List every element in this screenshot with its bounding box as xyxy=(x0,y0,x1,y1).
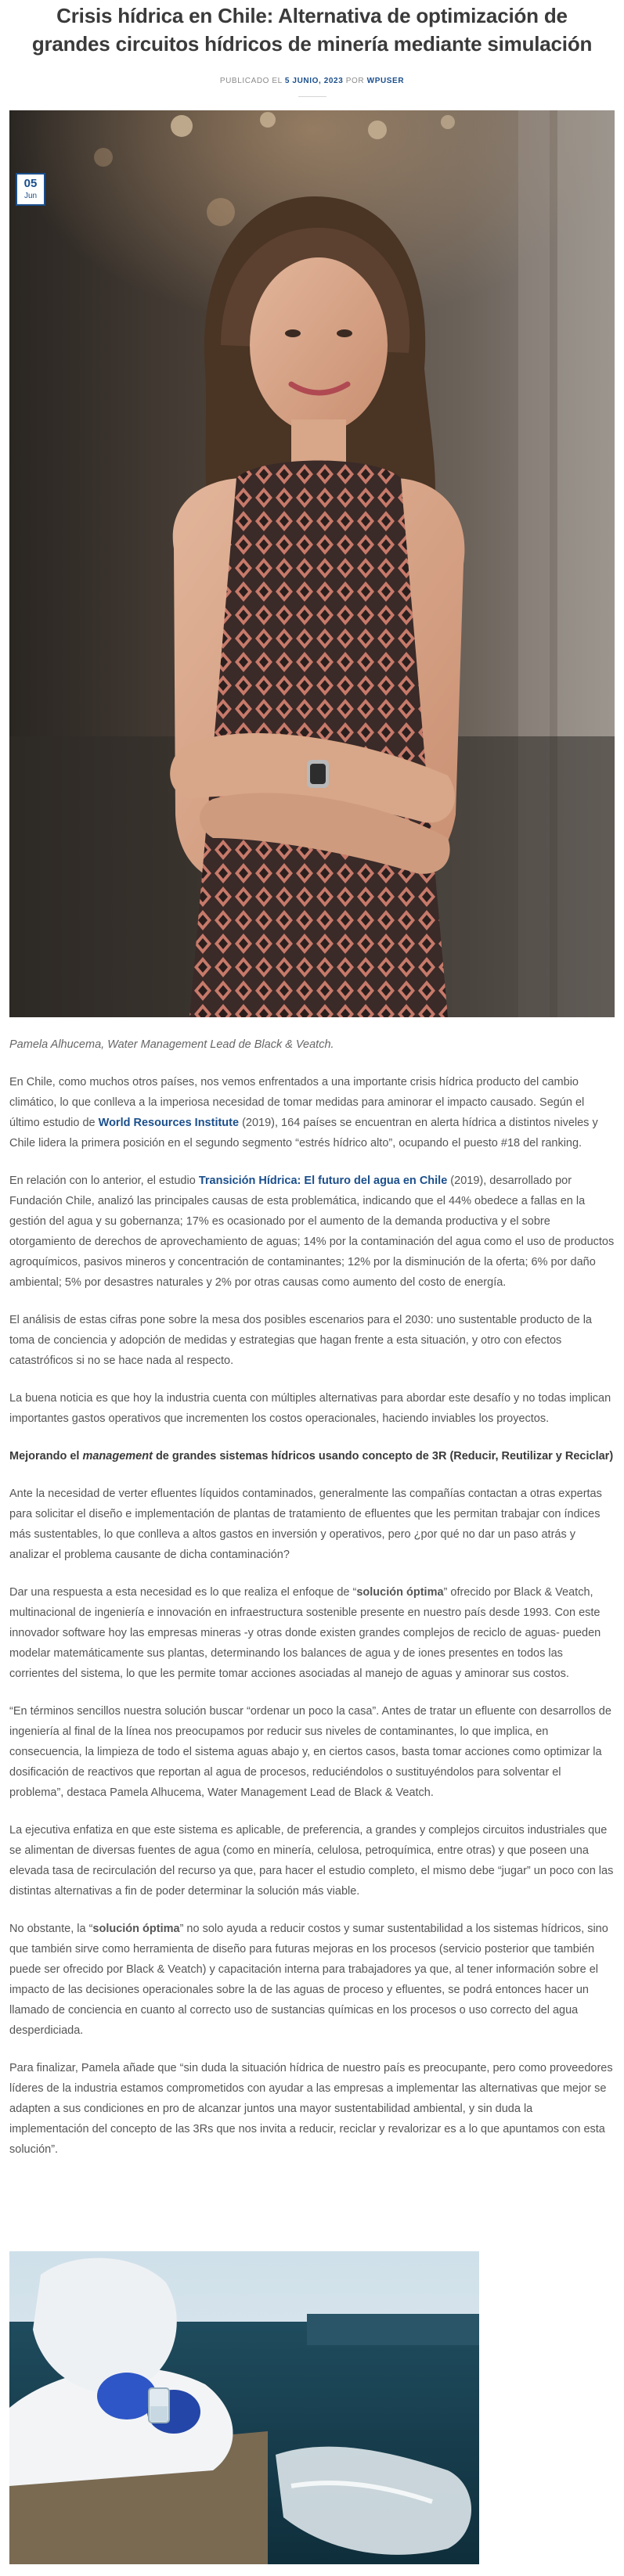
paragraph-8: La ejecutiva enfatiza en que este sistema es aplicable, de preferencia, a grandes y complejos circuitos industriales que se alimentan de diversas fuentes de agua (como en minería, celulosa, petroquímica, entre otras) y que poseen una elevada tasa de recirculación del recurso ya que, para hacer el estudio completo, el mismo debe “jugar” un poco con las distintas alternativas a fin de poder determinar la solución más viable. xyxy=(9,1824,614,1898)
post-date-link[interactable]: 5 JUNIO, 2023 xyxy=(284,77,344,85)
post-title: Crisis hídrica en Chile: Alternativa de optimización de grandes circuitos hídricos de minería mediante simulación xyxy=(31,4,593,56)
post-meta xyxy=(0,77,624,85)
title-divider xyxy=(298,96,326,97)
date-badge xyxy=(16,173,45,206)
bottom-image xyxy=(9,2251,479,2564)
paragraph-9-text-a: No obstante, la “ xyxy=(9,1923,93,1935)
image-caption: Pamela Alhucema, Water Management Lead de Black & Veatch. xyxy=(9,1038,334,1051)
heading-text-b: de grandes sistemas hídricos usando concepto de 3R (Reducir, Reutilizar y Reciclar) xyxy=(152,1450,614,1462)
paragraph-1 xyxy=(9,1072,615,1153)
water-sample-photo xyxy=(9,2251,479,2564)
paragraph-7: “En términos sencillos nuestra solución buscar “ordenar un poco la casa”. Antes de tratar un efluente con desarrollos de ingeniería al final de la línea nos preocupamos por reducir sus niveles de contaminantes, lo que implica, en consecuencia, la limpieza de todo el sistema aguas abajo y, en ciertos casos, basta tomar acciones como optimizar la dosificación de reactivos que reportan al agua de procesos, reduciéndolos o sustituyéndolos para solventar el problema”, destaca Pamela Alhucema, Water Management Lead de Black & Veatch. xyxy=(9,1705,611,1799)
paragraph-9-text-b: ” no solo ayuda a reducir costos y sumar sustentabilidad a los sistemas hídricos, sino que también sirve como herramienta de diseño para futuras mejoras en los procesos (servicio posterior que también puede ser ofrecido por Black & Veatch) y capacitación interna para trabajadores ya que, al tener información sobre el impacto de las decisiones operacionales sobre la de las aguas de proceso y efluentes, se podrá entonces hacer un llamado de conciencia en cuanto al correcto uso de sustancias químicas en los procesos o uso correcto del agua desperdiciada. xyxy=(9,1923,608,2037)
date-badge-month: Jun xyxy=(23,192,38,200)
meta-by: POR xyxy=(345,77,365,85)
paragraph-2 xyxy=(9,1171,615,1293)
paragraph-2-text-a: En relación con lo anterior, el estudio xyxy=(9,1175,199,1187)
date-badge-day: 05 xyxy=(23,177,38,190)
portrait-photo xyxy=(9,110,615,1017)
paragraph-1-text-b: (2019), 164 países se encuentran en alerta hídrica a distintos niveles y Chile lidera la primera posición en el segundo segmento “estrés hídrico alto”, ocupando el puesto #18 del ranking. xyxy=(9,1117,598,1149)
paragraph-1-text-a: En Chile, como muchos otros países, nos vemos enfrentados a una importante crisis hídrica producto del cambio climático, lo que conlleva a la imperiosa necesidad de tomar medidas para aminorar el impacto causado. Según el último estudio de xyxy=(9,1076,585,1129)
paragraph-6-text-a: Dar una respuesta a esta necesidad es lo que realiza el enfoque de “ xyxy=(9,1586,357,1599)
heading-text-a: Mejorando el xyxy=(9,1450,83,1462)
article-body xyxy=(9,1034,615,2177)
article-header xyxy=(0,0,624,97)
post-author-link[interactable]: WPUSER xyxy=(366,77,405,85)
paragraph-10: Para finalizar, Pamela añade que “sin duda la situación hídrica de nuestro país es preocupante, pero como proveedores líderes de la industria estamos comprometidos con ayudar a las empresas a implementar las alternativas que mejor se adapten a sus condiciones en pro de alcanzar juntos una mayor sustentabilidad ambiental, y sin duda la implementación del concepto de las 3Rs que nos invita a reducir, reciclar y revalorizar es a lo que apuntamos con esta solución”. xyxy=(9,2062,613,2156)
featured-image xyxy=(9,110,615,1017)
paragraph-6-text-b: ” ofrecido por Black & Veatch, multinacional de ingeniería e innovación en infraestructura sostenible presente en nuestro país desde 1993. Con este innovador software hoy las empresas mineras -y otras donde existen grandes complejos de reciclo de aguas- pueden modelar matemáticamente sus plantas, determinando los balances de agua y de iones presentes en todos las corrientes del sistema, lo que les permite tomar acciones asociadas al manejo de aguas y aminorar sus costos. xyxy=(9,1586,601,1680)
wri-link[interactable]: World Resources Institute xyxy=(98,1117,240,1129)
heading-emphasis: management xyxy=(82,1450,153,1462)
paragraph-6 xyxy=(9,1582,615,1684)
paragraph-2-text-b: (2019), desarrollado por Fundación Chile, analizó las principales causas de esta problemática, indicando que el 44% obedece a fallas en la gestión del agua y su gobernanza; 17% es ocasionado por el aumento de la demanda productiva y el sobre otorgamiento de derechos de aprovechamiento de aguas; 14% por la contaminación del agua como el uso de productos agroquímicos, pasivos mineros y concentración de contaminantes; 12% por la disminución de la oferta; 6% por daño ambiental; 5% por desastres naturales y 2% por otras causas como aumento del costo de energía. xyxy=(9,1175,615,1289)
paragraph-3: El análisis de estas cifras pone sobre la mesa dos posibles escenarios para el 2030: uno sustentable producto de la toma de conciencia y adopción de medidas y estrategias que hagan frente a esta situación, y otro con efectos catastróficos si no se hace nada al respecto. xyxy=(9,1314,592,1367)
paragraph-4: La buena noticia es que hoy la industria cuenta con múltiples alternativas para abordar este desafío y no todas implican importantes gastos operativos que incrementen los costos operacionales, haciendo inviables los proyectos. xyxy=(9,1392,611,1425)
paragraph-5: Ante la necesidad de verter efluentes líquidos contaminados, generalmente las compañías contactan a otras expertas para solicitar el diseño e implementación de plantas de tratamiento de efluentes que les permitan trabajar con índices más sustentables, lo que conlleva a altos gastos en inversión y operativos, pero ¿por qué no dar un paso atrás y analizar el problema causante de dicha contaminación? xyxy=(9,1488,602,1561)
section-heading xyxy=(9,1446,615,1466)
paragraph-6-strong: solución óptima xyxy=(356,1586,444,1599)
paragraph-9-strong: solución óptima xyxy=(92,1923,180,1935)
meta-prefix: PUBLICADO EL xyxy=(219,77,283,85)
paragraph-9 xyxy=(9,1919,615,2041)
transicion-hidrica-link[interactable]: Transición Hídrica: El futuro del agua en Chile xyxy=(198,1175,448,1187)
